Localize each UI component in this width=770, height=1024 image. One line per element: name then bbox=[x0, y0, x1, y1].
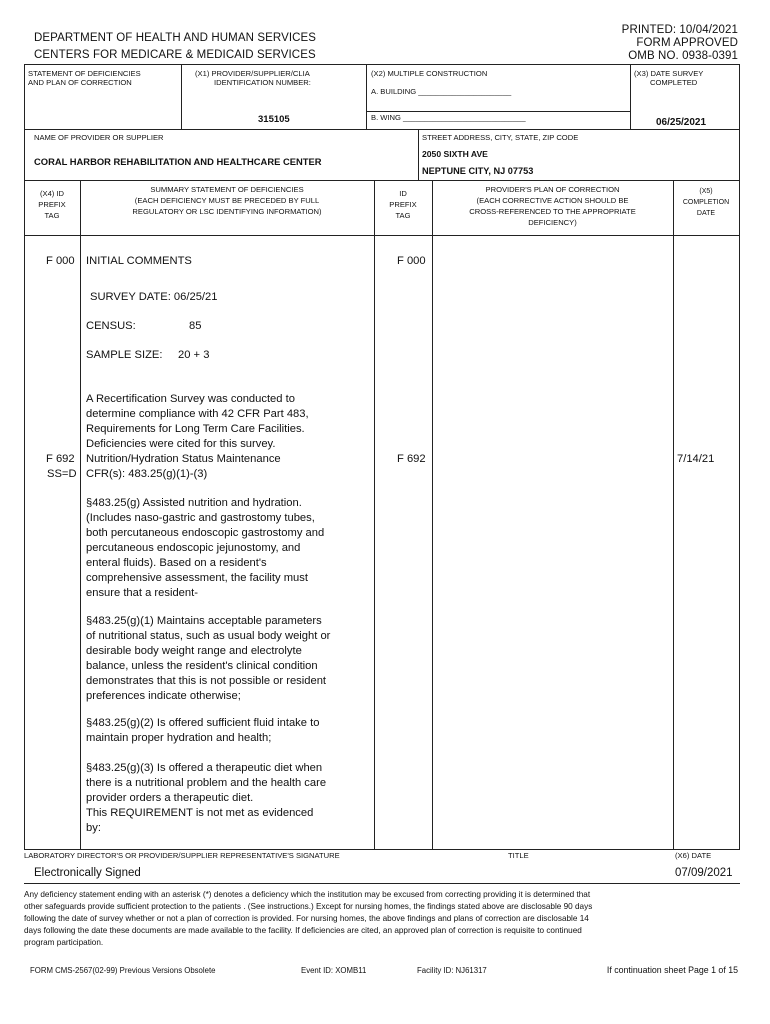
signature-date-label: (X6) DATE bbox=[675, 851, 712, 860]
census-label: CENSUS: bbox=[86, 320, 136, 332]
rule-columns bbox=[24, 180, 740, 181]
x2-label: (X2) MULTIPLE CONSTRUCTION bbox=[371, 69, 488, 78]
tag-f692-left: F 692 bbox=[46, 453, 75, 465]
title-label: TITLE bbox=[508, 851, 529, 860]
regulation-paragraph-3: §483.25(g)(2) Is offered sufficient fluid intake to maintain proper hydration and health; bbox=[86, 717, 320, 744]
rule-wing bbox=[367, 111, 630, 112]
col-divider-3 bbox=[432, 180, 433, 849]
x2-wing: B. WING _____________________________ bbox=[371, 113, 526, 122]
sample-size-value: 20 + 3 bbox=[178, 349, 210, 361]
page-continuation: If continuation sheet Page 1 of 15 bbox=[606, 965, 738, 975]
statement-label-1: STATEMENT OF DEFICIENCIES bbox=[28, 69, 141, 78]
regulation-paragraph-2: §483.25(g)(1) Maintains acceptable parameters of nutritional status, such as usual body weight or desirable body weight range and electrolyte balance, unless the resident's clinical condition demonstrates that this is not possible or resident preferences indicate otherwise; bbox=[86, 615, 331, 702]
rule-top bbox=[24, 64, 740, 65]
regulation-paragraph-1: §483.25(g) Assisted nutrition and hydration. (Includes naso-gastric and gastrostomy tubes, both percutaneous endoscopic gastrostomy and percutaneous endoscopic jejunostomy, and enteral fluids). Based on a resident's comprehensive assessment, the facility must ensure that a resident- bbox=[86, 497, 325, 599]
col-divider-4 bbox=[673, 180, 674, 849]
rule-body bbox=[24, 235, 740, 236]
col-header-x4: (X4) ID PREFIX TAG bbox=[38, 189, 66, 220]
survey-date: SURVEY DATE: 06/25/21 bbox=[90, 291, 218, 303]
department-line-1: DEPARTMENT OF HEALTH AND HUMAN SERVICES bbox=[34, 32, 317, 44]
address-label: STREET ADDRESS, CITY, STATE, ZIP CODE bbox=[422, 133, 579, 142]
x3-label-2: COMPLETED bbox=[650, 78, 698, 87]
border-left bbox=[24, 64, 25, 849]
rule-provider bbox=[24, 129, 740, 130]
x3-label-1: (X3) DATE SURVEY bbox=[634, 69, 704, 78]
scope-severity: SS=D bbox=[47, 468, 77, 480]
omb-number: OMB NO. 0938-0391 bbox=[628, 50, 738, 62]
divider-address bbox=[418, 129, 419, 180]
tag-f000-right: F 000 bbox=[397, 255, 426, 267]
rule-signature bbox=[24, 849, 740, 850]
form-approved: FORM APPROVED bbox=[636, 37, 738, 49]
regulation-paragraph-4: §483.25(g)(3) Is offered a therapeutic diet when there is a nutritional problem and the health care provider orders a therapeutic diet. This REQUIREMENT is not met as evidenced by: bbox=[86, 762, 327, 834]
completion-date: 7/14/21 bbox=[677, 453, 715, 465]
x2-building: A. BUILDING ______________________ bbox=[371, 87, 512, 96]
facility-id: Facility ID: NJ61317 bbox=[417, 966, 487, 975]
census-value: 85 bbox=[189, 320, 202, 332]
tag-f692-right: F 692 bbox=[397, 453, 426, 465]
electronic-signature: Electronically Signed bbox=[34, 867, 141, 879]
tag-f000-left: F 000 bbox=[46, 255, 75, 267]
x1-label-1: (X1) PROVIDER/SUPPLIER/CLIA bbox=[195, 69, 310, 78]
recertification-paragraph: A Recertification Survey was conducted to determine compliance with 42 CFR Part 483, Requirements for Long Term Care Facilities. Deficiencies were cited for this survey. bbox=[86, 393, 309, 450]
form-id: FORM CMS-2567(02-99) Previous Versions Obsolete bbox=[30, 966, 216, 975]
f692-cfr: CFR(s): 483.25(g)(1)-(3) bbox=[86, 468, 208, 480]
col-header-summary: SUMMARY STATEMENT OF DEFICIENCIES (EACH DEFICIENCY MUST BE PRECEDED BY FULL REGULATORY OR LSC IDENTIFYING INFORMATION) bbox=[132, 185, 322, 216]
col-header-id: ID PREFIX TAG bbox=[389, 189, 417, 220]
sample-size-label: SAMPLE SIZE: bbox=[86, 349, 163, 361]
signature-date: 07/09/2021 bbox=[675, 867, 733, 879]
provider-name: CORAL HARBOR REHABILITATION AND HEALTHCARE CENTER bbox=[34, 156, 322, 167]
address-line-1: 2050 SIXTH AVE bbox=[422, 149, 488, 159]
provider-name-label: NAME OF PROVIDER OR SUPPLIER bbox=[34, 133, 164, 142]
col-divider-2 bbox=[374, 180, 375, 849]
border-right bbox=[739, 64, 740, 849]
address-line-2: NEPTUNE CITY, NJ 07753 bbox=[422, 166, 534, 176]
divider-x3 bbox=[630, 64, 631, 129]
col-header-plan: PROVIDER'S PLAN OF CORRECTION (EACH CORRECTIVE ACTION SHOULD BE CROSS-REFERENCED TO THE APPROPRIATE DEFICIENCY) bbox=[469, 185, 636, 227]
col-divider-1 bbox=[80, 180, 81, 849]
x1-label-2: IDENTIFICATION NUMBER: bbox=[214, 78, 311, 87]
initial-comments-title: INITIAL COMMENTS bbox=[86, 255, 192, 267]
provider-id-number: 315105 bbox=[258, 114, 290, 125]
f692-title: Nutrition/Hydration Status Maintenance bbox=[86, 453, 281, 465]
divider-x2 bbox=[366, 64, 367, 129]
event-id: Event ID: XOMB11 bbox=[301, 966, 367, 975]
col-header-x5: (X5) COMPLETION DATE bbox=[682, 188, 730, 217]
disclaimer: Any deficiency statement ending with an asterisk (*) denotes a deficiency which the institution may be excused from correcting providing it is determined that other safeguards provide sufficient protection to the patients . (See instructions.) Except for nursing homes, the findings stated above are disclosable 90 days following the date of survey whether or not a plan of correction is provided. For nursing homes, the above findings and plans of correction are disclosable 14 days following the date these documents are made available to the facility. If deficiencies are cited, an approved plan of correction is requisite to continued program participation. bbox=[24, 890, 593, 947]
divider-x1 bbox=[181, 64, 182, 129]
rule-disclaimer bbox=[24, 883, 740, 884]
survey-completed-date: 06/25/2021 bbox=[656, 117, 707, 128]
printed-date: PRINTED: 10/04/2021 bbox=[621, 24, 738, 36]
signature-label: LABORATORY DIRECTOR'S OR PROVIDER/SUPPLIER REPRESENTATIVE'S SIGNATURE bbox=[24, 851, 340, 860]
statement-label-2: AND PLAN OF CORRECTION bbox=[28, 78, 132, 87]
department-line-2: CENTERS FOR MEDICARE & MEDICAID SERVICES bbox=[34, 49, 316, 61]
